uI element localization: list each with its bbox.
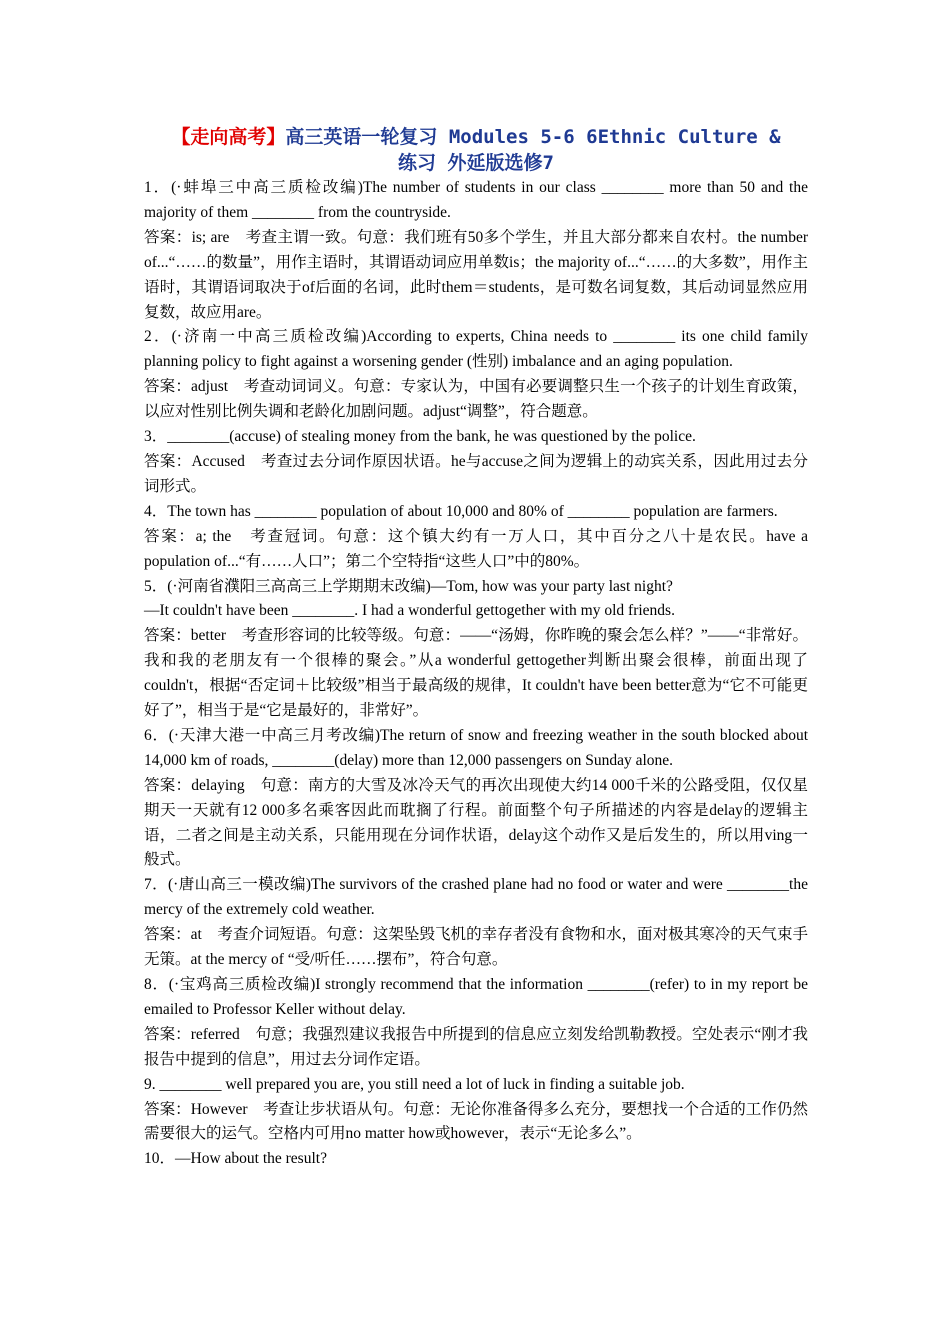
answer-5: 答案：better 考查形容词的比较等级。句意：——“汤姆，你昨晚的聚会怎么样？”——“非常好。我和我的老朋友有一个很棒的聚会。”从a wonderful gettogether判断出聚会很棒，前面出现了couldn't，根据“否定词＋比较级”相当于最高级的规律，It couldn't have been better意为“它不可能更好了”，相当于是“它是最好的，非常好”。: [144, 627, 808, 720]
title-line2: 练习 外延版选修7: [398, 152, 554, 174]
question-9: 9. ________ well prepared you are, you still need a lot of luck in finding a suitable job.: [144, 1075, 685, 1093]
answer-7: 答案：at 考查介词短语。句意：这架坠毁飞机的幸存者没有食物和水，面对极其寒冷的天气束手无策。at the mercy of “受/听任……摆布”，符合句意。: [144, 926, 808, 969]
question-5: 5．(·河南省濮阳三高高三上学期期末改编)—Tom, how was your party last night?: [144, 577, 673, 595]
answer-8: 答案：referred 句意；我强烈建议我报告中所提到的信息应立刻发给凯勒教授。空处表示“刚才我报告中提到的信息”，用过去分词作定语。: [144, 1025, 808, 1068]
question-6: 6．(·天津大港一中高三月考改编)The return of snow and freezing weather in the south blocked about 14,000 km of roads, ________(delay) more than 12,000 passengers on Sunday alone.: [144, 726, 808, 769]
answer-9: 答案：However 考查让步状语从句。句意：无论你准备得多么充分，要想找一个合适的工作仍然需要很大的运气。空格内可用no matter how或however，表示“无论多么”。: [144, 1100, 808, 1143]
question-5-reply: —It couldn't have been ________. I had a wonderful gettogether with my old friends.: [144, 602, 675, 620]
document-page: [144, 120, 808, 1172]
title-bracket: 【走向高考】: [171, 126, 286, 148]
question-8: 8．(·宝鸡高三质检改编)I strongly recommend that the information ________(refer) to in my report be emailed to Professor Keller without delay.: [144, 976, 808, 1018]
question-2: 2．(·济南一中高三质检改编)According to experts, China needs to ________ its one child family planning policy to fight against a worsening gender (性别) imbalance and an aging population.: [144, 328, 808, 371]
title-line1: 高三英语一轮复习 Modules 5-6 6Ethnic Culture &: [285, 126, 781, 148]
answer-4: 答案：a; the 考查冠词。句意：这个镇大约有一万人口，其中百分之八十是农民。have a population of...“有……人口”；第二个空特指“这些人口”中的80%。: [144, 527, 808, 570]
answer-1: 答案：is; are 考查主谓一致。句意：我们班有50多个学生，并且大部分都来自农村。the number of...“……的数量”，用作主语时，其谓语动词应用单数is；the majority of...“……的大多数”，用作主语时，其谓语词取决于of后面的名词，此时them＝students，是可数名词复数，其后动词显然应用复数，故应用are。: [144, 228, 808, 321]
answer-3: 答案：Accused 考查过去分词作原因状语。he与accuse之间为逻辑上的动宾关系，因此用过去分词形式。: [144, 452, 808, 495]
answer-2: 答案：adjust 考查动词词义。句意：专家认为，中国有必要调整只生一个孩子的计划生育政策，以应对性别比例失调和老龄化加剧问题。adjust“调整”，符合题意。: [144, 378, 808, 421]
question-3: 3．________(accuse) of stealing money from the bank, he was questioned by the police.: [144, 428, 696, 446]
question-4: 4．The town has ________ population of about 10,000 and 80% of ________ population are farmers.: [144, 502, 778, 520]
document-title: [144, 120, 808, 176]
question-1: 1．(·蚌埠三中高三质检改编)The number of students in our class ________ more than 50 and the majority of them ________ from the countryside.: [144, 179, 808, 221]
question-7: 7．(·唐山高三一模改编)The survivors of the crashed plane had no food or water and were ________the mercy of the extremely cold weather.: [144, 876, 808, 919]
question-10: 10．—How about the result?: [144, 1150, 327, 1168]
answer-6: 答案：delaying 句意：南方的大雪及冰冷天气的再次出现使大约14 000千米的公路受阻，仅仅星期天一天就有12 000多名乘客因此而耽搁了行程。前面整个句子所描述的内容是delay的逻辑主语，二者之间是主动关系，只能用现在分词作状语，delay这个动作又是后发生的，所以用ving一般式。: [144, 776, 808, 869]
